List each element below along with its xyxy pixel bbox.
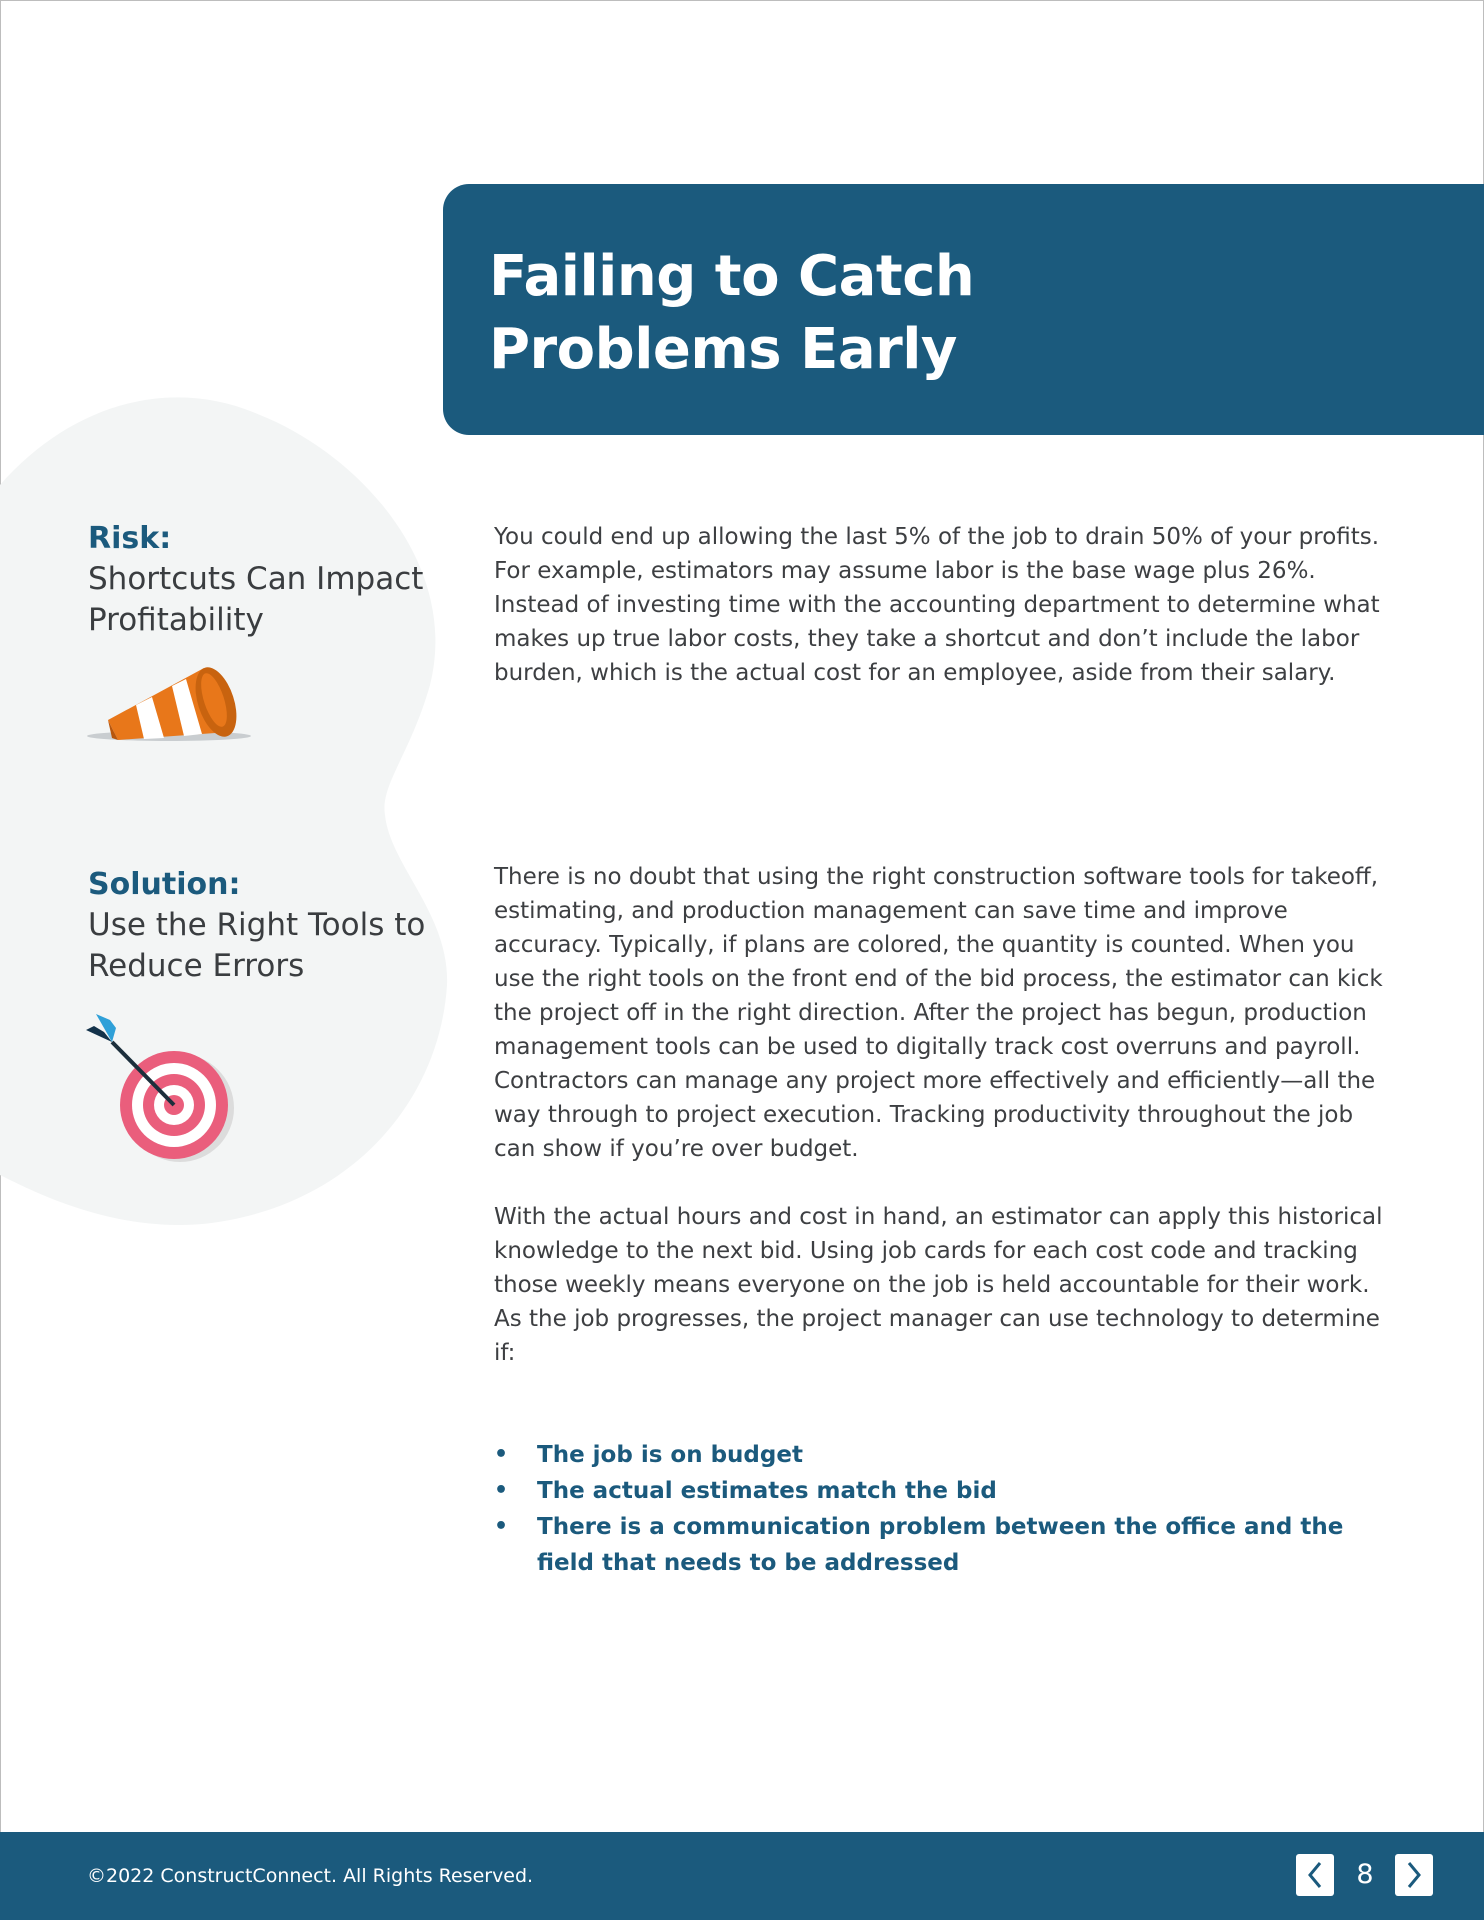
next-page-button[interactable] bbox=[1395, 1854, 1433, 1896]
list-item bbox=[494, 1509, 1394, 1581]
target-dart-icon bbox=[86, 1012, 246, 1164]
list-item bbox=[494, 1473, 1394, 1509]
bullet-text: The job is on budget bbox=[537, 1442, 803, 1468]
risk-label bbox=[88, 518, 428, 641]
previous-page-button[interactable] bbox=[1296, 1854, 1334, 1896]
bullet-list bbox=[494, 1437, 1394, 1581]
solution-body-1: There is no doubt that using the right construction software tools for takeoff, estimating, and production management can save time and improve accuracy. Typically, if plans are colored, the quantity is counted. When you use the right tools on the front end of the bid process, the estimator can kick the project off in the right direction. After the project has begun, production management tools can be used to digitally track cost overruns and payroll. Contractors can manage any project more effectively and efficiently—all the way through to project execution. Tracking productivity throughout the job can show if you’re over budget. bbox=[494, 864, 1383, 1162]
chevron-right-icon bbox=[1404, 1860, 1424, 1890]
risk-heading: Risk: bbox=[88, 521, 172, 556]
page-number: 8 bbox=[1356, 1859, 1374, 1890]
bullet-icon: • bbox=[494, 1514, 509, 1539]
bullet-text: The actual estimates match the bid bbox=[537, 1478, 997, 1504]
traffic-cone-icon bbox=[86, 660, 252, 744]
solution-label bbox=[88, 864, 428, 987]
copyright-text: ©2022 ConstructConnect. All Rights Reserved. bbox=[87, 1865, 534, 1887]
bullet-icon: • bbox=[494, 1478, 509, 1503]
solution-subtitle: Use the Right Tools to Reduce Errors bbox=[88, 907, 426, 984]
solution-body-2: With the actual hours and cost in hand, an estimator can apply this historical knowledge to the next bid. Using job cards for each cost code and tracking those weekly means everyone on the job is held accountable for their work. As the job progresses, the project manager can use technology to determine if: bbox=[494, 1204, 1383, 1366]
chevron-left-icon bbox=[1305, 1860, 1325, 1890]
page-title: Failing to Catch Problems Early bbox=[489, 244, 975, 382]
bullet-text: There is a communication problem between the office and the field that needs to be addressed bbox=[537, 1514, 1344, 1576]
list-item bbox=[494, 1437, 1394, 1473]
risk-subtitle: Shortcuts Can Impact Profitability bbox=[88, 561, 424, 638]
footer bbox=[0, 1832, 1484, 1920]
header-band bbox=[443, 184, 1484, 435]
risk-body: You could end up allowing the last 5% of the job to drain 50% of your profits. For example, estimators may assume labor is the base wage plus 26%. Instead of investing time with the accounting department to determine what makes up true labor costs, they take a shortcut and don’t include the labor burden, which is the actual cost for an employee, aside from their salary. bbox=[494, 524, 1380, 686]
solution-heading: Solution: bbox=[88, 867, 241, 902]
bullet-icon: • bbox=[494, 1442, 509, 1467]
